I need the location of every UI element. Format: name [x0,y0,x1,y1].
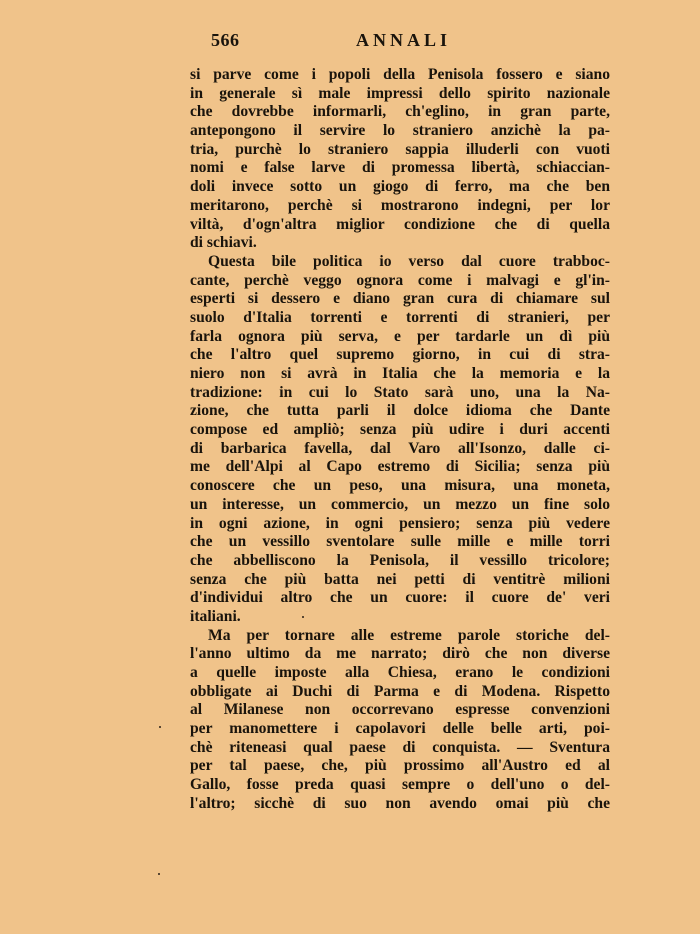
text-line: in ogni azione, in ogni pensiero; senza più vedere [190,514,610,532]
text-line: per manomettere i capolavori delle belle arti, poi- [190,720,610,738]
text-line: cante, perchè veggo ognora come i malvagi e gl'in- [190,271,610,289]
text-line: obbligate ai Duchi di Parma e di Modena. Rispetto [190,682,610,700]
text-line: per tal paese, che, più prossimo all'Austro ed al [190,757,610,775]
text-line: Ma per tornare alle estreme parole storiche del- [208,626,610,644]
text-line: di barbarica favella, dal Varo all'Isonzo, dalle ci- [190,439,610,457]
text-line: che l'altro quel supremo giorno, in cui di stra- [190,346,610,364]
text-line: suolo d'Italia torrenti e torrenti di stranieri, per [190,308,610,326]
page-number: 566 [211,30,240,50]
text-line: compose ed ampliò; senza più udire i duri accenti [190,421,610,439]
text-line: viltà, d'ogn'altra miglior condizione che di quella [190,215,610,233]
text-line: in generale sì male impressi dello spirito nazionale [190,84,610,102]
text-line: esperti si dessero e diano gran cura di chiamare sul [190,290,610,308]
ink-speck [159,726,161,728]
ink-speck [302,616,304,618]
text-line: che dovrebbe informarli, ch'eglino, in gran parte, [190,103,610,121]
text-line: zione, che tutta parli il dolce idioma che Dante [190,402,610,420]
text-line: l'altro; sicchè di suo non avendo omai più che [190,794,610,812]
page-header [190,30,610,56]
text-line: di schiavi. [190,234,257,252]
text-line: me dell'Alpi al Capo estremo di Sicilia; senza più [190,458,610,476]
running-head: ANNALI [356,30,452,50]
text-line: chè riteneasi qual paese di conquista. — Sventura [190,738,610,756]
text-line: che un vessillo sventolare sulle mille e mille torri [190,533,610,551]
text-line: italiani. [190,607,241,625]
paragraph [190,627,610,814]
ink-speck [158,873,160,875]
paragraph [190,253,610,627]
text-line: si parve come i popoli della Penisola fossero e siano [190,66,610,83]
text-line: farla ognora più serva, e per tardarle un dì più [190,327,610,345]
text-line: doli invece sotto un giogo di ferro, ma che ben [190,178,610,196]
body-text [190,66,610,814]
text-line: a quelle imposte alla Chiesa, erano le condizioni [190,664,610,681]
text-line: d'individui altro che un cuore: il cuore de' veri [190,589,610,607]
text-line: che abbelliscono la Penisola, il vessillo tricolore; [190,551,610,569]
paragraph [190,66,610,253]
text-line: conoscere che un peso, una misura, una moneta, [190,477,610,495]
text-line: senza che più batta nei petti di ventitrè milioni [190,570,610,588]
text-line: un interesse, un commercio, un mezzo un fine solo [190,495,610,513]
text-line: tria, purchè lo straniero sappia illuderli con vuoti [190,140,610,158]
text-line: l'anno ultimo da me narrato; dirò che non diverse [190,645,610,663]
text-line: niero non si avrà in Italia che la memoria e la [190,365,610,382]
text-line: tradizione: in cui lo Stato sarà uno, una la Na- [190,383,610,401]
text-line: antepongono il servire lo straniero anzichè la pa- [190,122,610,140]
text-line: meritarono, perchè si mostrarono indegni, per lor [190,196,610,214]
text-line: al Milanese non occorrevano espresse convenzioni [190,701,610,719]
text-line: Questa bile politica io verso dal cuore trabboc- [208,252,610,270]
text-line: Gallo, fosse preda quasi sempre o dell'uno o del- [190,776,610,794]
text-line: nomi e false larve di promessa libertà, schiaccian- [190,159,610,177]
